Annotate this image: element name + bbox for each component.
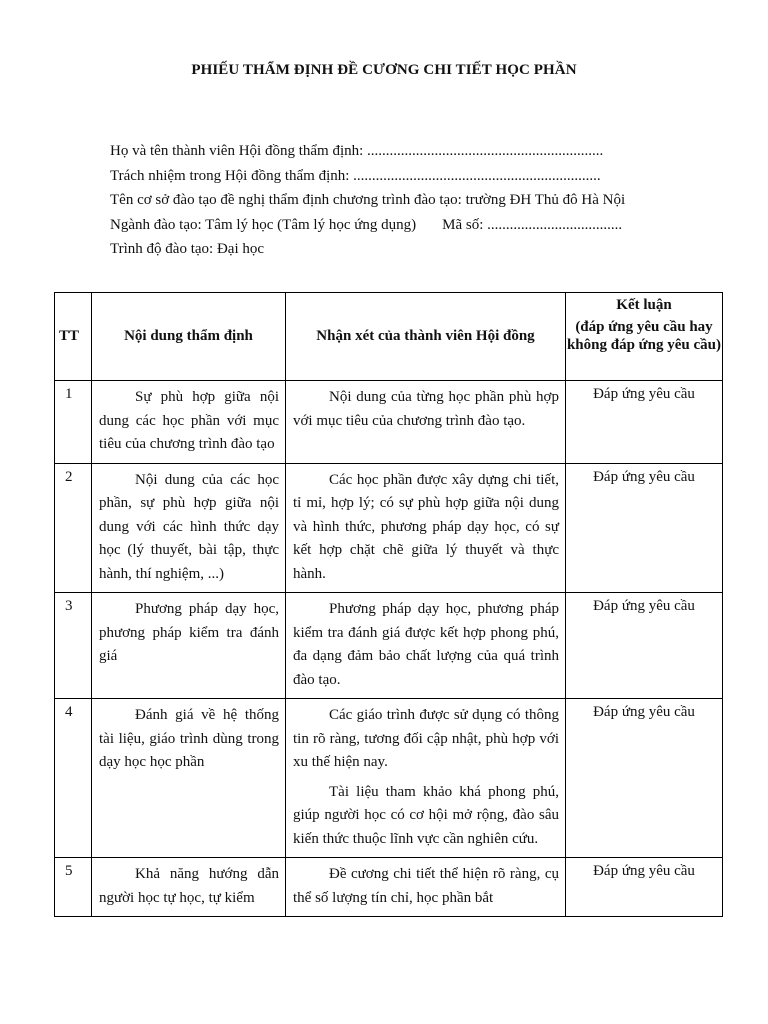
institution-line: Tên cơ sở đào tạo đề nghị thẩm định chương trình đào tạo: trường ĐH Thủ đô Hà Nội	[110, 192, 626, 208]
row-content	[92, 593, 286, 699]
header-comment: Nhận xét của thành viên Hội đồng	[286, 293, 566, 381]
code-text: Mã số: ....................................	[442, 216, 623, 233]
content-text: Sự phù hợp giữa nội dung các học phần với mục tiêu của chương trình đào tạo	[99, 389, 279, 452]
row-number: 5	[55, 858, 92, 917]
table-row	[55, 699, 723, 858]
header-conclusion-sub: (đáp ứng yêu cầu hay không đáp ứng yêu cầu)	[566, 319, 722, 353]
level-line: Trình độ đào tạo: Đại học	[110, 241, 265, 257]
major-line	[110, 213, 730, 238]
row-comment	[286, 858, 566, 917]
document-title: PHIẾU THẨM ĐỊNH ĐỀ CƯƠNG CHI TIẾT HỌC PHẦN	[191, 62, 577, 78]
row-comment	[286, 381, 566, 464]
major-text: Ngành đào tạo: Tâm lý học (Tâm lý học ứng dụng)	[110, 216, 417, 233]
table-row	[55, 858, 723, 917]
table-body	[55, 381, 723, 917]
row-number: 3	[55, 593, 92, 699]
comment-paragraph: Các giáo trình được sử dụng có thông tin rõ ràng, tương đối cập nhật, phù hợp với xu thế hiện nay.	[293, 707, 559, 770]
info-block	[110, 139, 730, 262]
row-number: 1	[55, 381, 92, 464]
comment-paragraph: Đề cương chi tiết thể hiện rõ ràng, cụ thể số lượng tín chỉ, học phần bắt	[293, 866, 559, 906]
row-conclusion: Đáp ứng yêu cầu	[566, 858, 723, 917]
comment-paragraph: Các học phần được xây dựng chi tiết, tỉ mỉ, hợp lý; có sự phù hợp giữa nội dung và hình thức, phương pháp dạy học, có sự kết hợp chặt chẽ giữa lý thuyết và thực hành.	[293, 471, 559, 582]
appraisal-table-container	[54, 292, 724, 938]
row-number: 2	[55, 463, 92, 593]
row-conclusion: Đáp ứng yêu cầu	[566, 699, 723, 858]
table-header-row	[55, 293, 723, 381]
responsibility-line: Trách nhiệm trong Hội đồng thẩm định: ..................................................................	[110, 167, 601, 184]
row-conclusion: Đáp ứng yêu cầu	[566, 381, 723, 464]
comment-paragraph: Nội dung của từng học phần phù hợp với mục tiêu của chương trình đào tạo.	[293, 389, 559, 429]
header-tt: TT	[55, 293, 92, 381]
row-comment	[286, 593, 566, 699]
table-row	[55, 381, 723, 464]
row-content	[92, 463, 286, 593]
header-content: Nội dung thẩm định	[92, 293, 286, 381]
row-conclusion: Đáp ứng yêu cầu	[566, 593, 723, 699]
row-conclusion: Đáp ứng yêu cầu	[566, 463, 723, 593]
row-number: 4	[55, 699, 92, 858]
content-text: Nội dung của các học phần, sự phù hợp giữa nội dung với các hình thức dạy học (lý thuyết, bài tập, thực hành, thí nghiệm, ...)	[99, 471, 279, 582]
comment-paragraph: Phương pháp dạy học, phương pháp kiểm tra đánh giá được kết hợp phong phú, đa dạng đảm bảo chất lượng của quá trình đào tạo.	[293, 601, 559, 688]
content-text: Đánh giá về hệ thống tài liệu, giáo trình dùng trong dạy học học phần	[99, 707, 279, 770]
content-text: Khả năng hướng dẫn người học tự học, tự kiểm	[99, 866, 279, 906]
row-content	[92, 858, 286, 917]
content-text: Phương pháp dạy học, phương pháp kiểm tra đánh giá	[99, 601, 279, 664]
table-row	[55, 463, 723, 593]
appraisal-table	[54, 292, 723, 917]
header-conclusion	[566, 293, 723, 381]
member-name-line: Họ và tên thành viên Hội đồng thẩm định: ...............................................................	[110, 143, 604, 159]
row-content	[92, 699, 286, 858]
row-content	[92, 381, 286, 464]
row-comment	[286, 463, 566, 593]
table-row	[55, 593, 723, 699]
row-comment	[286, 699, 566, 858]
header-conclusion-title: Kết luận	[616, 297, 672, 313]
comment-paragraph: Tài liệu tham khảo khá phong phú, giúp người học có cơ hội mở rộng, đào sâu kiến thức thuộc lĩnh vực cần nghiên cứu.	[293, 783, 559, 847]
